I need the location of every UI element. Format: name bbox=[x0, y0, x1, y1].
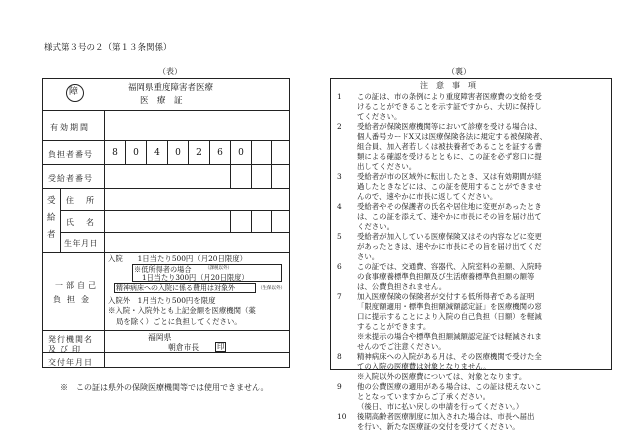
burden-digit: 6 bbox=[217, 148, 223, 158]
copay-psych: 精神病床への入院に係る費用は対象外 bbox=[116, 284, 235, 292]
note-item bbox=[337, 232, 609, 262]
address-label: 住 所 bbox=[66, 196, 96, 205]
note-line: 受給者が市の区域外に転出したとき、又は有効期間が経 bbox=[357, 172, 542, 181]
form-id: 様式第３号の２（第１３条関係） bbox=[44, 43, 172, 53]
issue-date-label: 交付年月日 bbox=[48, 358, 93, 367]
stamp-char: 障 bbox=[69, 87, 79, 97]
beneficiary-label-char: 者 bbox=[47, 230, 56, 240]
note-line: することができます。 bbox=[357, 322, 431, 331]
note-line: てください。 bbox=[357, 112, 402, 121]
note-line: この証では、交通費、容器代、入院室料の差額、入院時 bbox=[357, 262, 542, 271]
note-line: 受給者が加入している医療保険又はその内容などに変更 bbox=[357, 232, 542, 241]
burden-digit: 0 bbox=[133, 148, 139, 158]
note-line: ※入院以外の医療費については、対象となります。 bbox=[357, 372, 527, 381]
note-number: 8 bbox=[337, 352, 342, 361]
note-number: 1 bbox=[337, 92, 342, 101]
note-item bbox=[337, 382, 609, 412]
note-line: を行い、新たな医療証の交付を受けてください。 bbox=[357, 422, 520, 431]
note-item bbox=[337, 172, 609, 202]
burden-digit: 0 bbox=[175, 148, 181, 158]
burden-digit: 0 bbox=[238, 148, 244, 158]
note-line: ととなっていますからご了承ください。 bbox=[357, 392, 491, 401]
note-line: 類による確認を受けるとともに、この証を必ず窓口に提 bbox=[357, 152, 542, 161]
note-line: （後日、市に払い戻しの申請を行ってください。） bbox=[357, 402, 524, 411]
copay-inpatient: 入院 1日当たり500円（月20日限度） bbox=[108, 254, 248, 263]
note-line: ※未提示の場合や標準負担額減額認定証では軽減されま bbox=[357, 332, 542, 341]
note-line: 受給者が保険医療機関等において診療を受ける場合は、 bbox=[357, 122, 542, 131]
note-line: 「限度額適用・標準負担額減額認定証」を医療機関の窓 bbox=[357, 302, 542, 311]
valid-period-label: 有効期間 bbox=[50, 123, 90, 132]
note-line: 出してください。 bbox=[357, 162, 417, 171]
note-line: けることができることを示す証ですから、大切に保持し bbox=[357, 102, 542, 111]
copay-outpatient: 入院外 1月当たり500円を限度 bbox=[108, 296, 216, 305]
dob-label: 生年月日 bbox=[64, 239, 98, 248]
note-line: 精神病床への入院がある月は、その医療機関で受けた全 bbox=[357, 352, 542, 361]
note-line: 加入医療保険の保険者が交付する低所得者である証明 bbox=[357, 292, 535, 301]
note-number: 3 bbox=[337, 172, 342, 181]
note-number: 10 bbox=[337, 412, 347, 421]
note-line: 後期高齢者医療制度に加入された場合は、市長へ届出 bbox=[357, 412, 535, 421]
recipient-number-label: 受給者番号 bbox=[48, 174, 93, 183]
note-line: さい。 bbox=[357, 252, 380, 261]
note-line: 他の公費医療の適用がある場合は、この証は使えないこ bbox=[357, 382, 542, 391]
name-label: 氏 名 bbox=[66, 218, 96, 227]
front-side-label: （表） bbox=[158, 67, 182, 76]
copay-label-line2: 負担金 bbox=[53, 295, 95, 304]
note-line: ください。 bbox=[357, 222, 394, 231]
note-line: は、この証を添えて、速やかに市長にその旨を届け出て bbox=[357, 212, 542, 221]
copay-psych-note: （生保以外） bbox=[258, 286, 285, 291]
note-line: 口に提示することにより入院の自己負担（日額）を軽減 bbox=[357, 312, 542, 321]
card-subtitle: 医 療 証 bbox=[140, 96, 183, 106]
note-number: 7 bbox=[337, 292, 342, 301]
notes-list bbox=[337, 92, 609, 432]
note-line: があったときは、速やかに市長にその旨を届け出てくだ bbox=[357, 242, 542, 251]
copay-combined-2: 局を除く）ごとに負担してください。 bbox=[116, 317, 242, 326]
note-item bbox=[337, 202, 609, 232]
copay-low-income-note: （課税以外） bbox=[205, 266, 232, 271]
note-number: 5 bbox=[337, 232, 342, 241]
copay-label: 一部自己 bbox=[55, 281, 99, 290]
issuer-label: 発行機関名 bbox=[48, 335, 93, 344]
note-item bbox=[337, 262, 609, 292]
note-item bbox=[337, 352, 609, 382]
note-line: 組合員、加入者若しくは被扶養者であることを証する書 bbox=[357, 142, 542, 151]
note-item bbox=[337, 122, 609, 172]
issuer-mayor: 朝倉市長 bbox=[168, 343, 200, 352]
note-number: 4 bbox=[337, 202, 342, 211]
note-line: ての入院の医療費は対象となりません。 bbox=[357, 362, 491, 371]
note-number: 9 bbox=[337, 382, 342, 391]
notes-title: 注 意 事 項 bbox=[420, 81, 476, 90]
footnote: ※ この証は県外の保険医療機関等では使用できません。 bbox=[60, 383, 269, 392]
back-side-label: （裏） bbox=[447, 67, 471, 76]
issuer-seal: 印 bbox=[217, 342, 225, 351]
note-item bbox=[337, 292, 609, 352]
note-item bbox=[337, 92, 609, 122]
burden-digit: 8 bbox=[112, 148, 118, 158]
burden-digit: 4 bbox=[154, 148, 160, 158]
issuer-pref: 福岡県 bbox=[148, 333, 172, 342]
note-item bbox=[337, 412, 609, 432]
note-line: 個人番号カードX又は医療保険各法に規定する被保険者、 bbox=[357, 132, 548, 141]
note-line: の食事療養標準負担額及び生活療養標準負担額の額等 bbox=[357, 272, 535, 281]
note-line: は、公費負担されません。 bbox=[357, 282, 447, 291]
note-line: せんのでご注意ください。 bbox=[357, 342, 446, 351]
note-number: 2 bbox=[337, 122, 342, 131]
copay-low-income-amount: 1日当たり300円（月20日限度） bbox=[142, 273, 249, 282]
card-title: 福岡県重度障害者医療 bbox=[128, 83, 214, 93]
note-line: 受給者やその保護者の氏名や居住地に変更があったとき bbox=[357, 202, 542, 211]
beneficiary-label-char: 給 bbox=[47, 213, 56, 223]
beneficiary-label-char: 受 bbox=[47, 196, 56, 206]
note-number: 6 bbox=[337, 262, 342, 271]
note-line: んので、速やかに市長に返してください。 bbox=[357, 192, 498, 201]
burden-digit: 2 bbox=[196, 148, 202, 158]
copay-low-income: ※低所得者の場合 bbox=[134, 265, 192, 274]
note-line: 過したときなどには、この証を使用することができませ bbox=[357, 182, 542, 191]
burden-number-label: 負担者番号 bbox=[48, 150, 93, 159]
note-line: この証は、市の条例により重度障害者医療費の支給を受 bbox=[357, 92, 542, 101]
issuer-label-line2: 及び印 bbox=[48, 345, 84, 354]
copay-combined-1: ※入院・入院外とも上記金額を医療機関（薬 bbox=[108, 306, 256, 315]
